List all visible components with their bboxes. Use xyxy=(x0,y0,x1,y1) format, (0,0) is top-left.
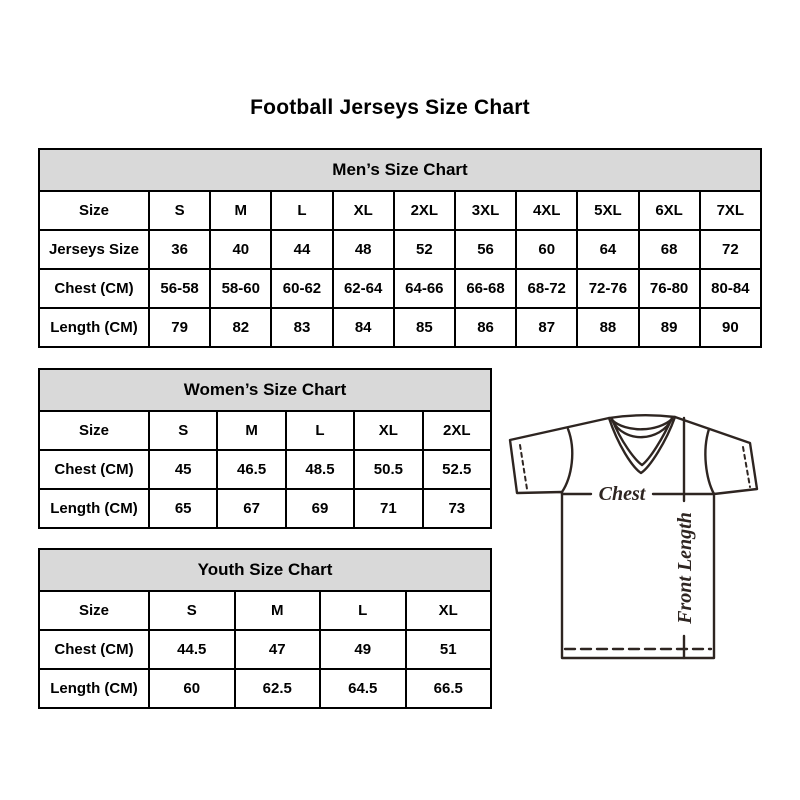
table-row xyxy=(39,411,491,450)
size-value-cell: 44 xyxy=(271,230,332,269)
size-value-cell: 69 xyxy=(286,489,354,528)
page-title: Football Jerseys Size Chart xyxy=(250,96,530,119)
size-value-cell: 48.5 xyxy=(286,450,354,489)
size-value-cell: M xyxy=(235,591,321,630)
size-value-cell: 89 xyxy=(639,308,700,347)
size-value-cell: 2XL xyxy=(394,191,455,230)
size-value-cell: XL xyxy=(354,411,422,450)
jersey-outline-shape xyxy=(510,415,757,658)
youth-table-title: Youth Size Chart xyxy=(39,549,491,591)
size-value-cell: 72 xyxy=(700,230,761,269)
size-value-cell: 44.5 xyxy=(149,630,235,669)
size-value-cell: 46.5 xyxy=(217,450,285,489)
size-value-cell: L xyxy=(320,591,406,630)
size-value-cell: 40 xyxy=(210,230,271,269)
table-row xyxy=(39,669,491,708)
size-value-cell: 62-64 xyxy=(333,269,394,308)
row-label: Size xyxy=(39,591,149,630)
size-value-cell: 60-62 xyxy=(271,269,332,308)
size-value-cell: 85 xyxy=(394,308,455,347)
size-value-cell: M xyxy=(217,411,285,450)
size-value-cell: 82 xyxy=(210,308,271,347)
size-value-cell: 45 xyxy=(149,450,217,489)
size-value-cell: 90 xyxy=(700,308,761,347)
size-value-cell: 4XL xyxy=(516,191,577,230)
size-value-cell: 51 xyxy=(406,630,492,669)
size-value-cell: 48 xyxy=(333,230,394,269)
size-value-cell: 56 xyxy=(455,230,516,269)
size-value-cell: 80-84 xyxy=(700,269,761,308)
size-value-cell: 58-60 xyxy=(210,269,271,308)
row-label: Size xyxy=(39,191,149,230)
table-row xyxy=(39,591,491,630)
size-value-cell: L xyxy=(286,411,354,450)
left-sleeve-dashed-line xyxy=(520,445,527,489)
size-value-cell: L xyxy=(271,191,332,230)
size-value-cell: S xyxy=(149,191,210,230)
women-table-header-row xyxy=(39,369,491,411)
size-value-cell: 67 xyxy=(217,489,285,528)
size-value-cell: 88 xyxy=(577,308,638,347)
size-value-cell: 79 xyxy=(149,308,210,347)
size-value-cell: 86 xyxy=(455,308,516,347)
table-row xyxy=(39,230,761,269)
size-value-cell: 6XL xyxy=(639,191,700,230)
size-value-cell: XL xyxy=(333,191,394,230)
row-label: Size xyxy=(39,411,149,450)
size-value-cell: 76-80 xyxy=(639,269,700,308)
size-value-cell: 84 xyxy=(333,308,394,347)
size-value-cell: 47 xyxy=(235,630,321,669)
table-row xyxy=(39,191,761,230)
size-value-cell: S xyxy=(149,411,217,450)
size-value-cell: 65 xyxy=(149,489,217,528)
men-table-title: Men’s Size Chart xyxy=(39,149,761,191)
row-label: Jerseys Size xyxy=(39,230,149,269)
row-label: Length (CM) xyxy=(39,489,149,528)
table-row xyxy=(39,269,761,308)
size-value-cell: 52 xyxy=(394,230,455,269)
size-value-cell: XL xyxy=(406,591,492,630)
size-value-cell: 71 xyxy=(354,489,422,528)
size-value-cell: 73 xyxy=(423,489,491,528)
youth-size-table xyxy=(38,548,492,709)
right-armhole-seam xyxy=(705,429,714,494)
size-value-cell: 52.5 xyxy=(423,450,491,489)
size-value-cell: 64-66 xyxy=(394,269,455,308)
row-label: Chest (CM) xyxy=(39,630,149,669)
left-armhole-seam xyxy=(562,429,572,492)
row-label: Length (CM) xyxy=(39,669,149,708)
table-row xyxy=(39,630,491,669)
table-row xyxy=(39,308,761,347)
size-value-cell: 50.5 xyxy=(354,450,422,489)
chest-label: Chest xyxy=(598,483,646,505)
womens-size-table xyxy=(38,368,492,529)
size-value-cell: 3XL xyxy=(455,191,516,230)
youth-table-header-row xyxy=(39,549,491,591)
row-label: Chest (CM) xyxy=(39,450,149,489)
size-value-cell: 36 xyxy=(149,230,210,269)
size-value-cell: 49 xyxy=(320,630,406,669)
size-value-cell: 2XL xyxy=(423,411,491,450)
size-value-cell: 66-68 xyxy=(455,269,516,308)
row-label: Length (CM) xyxy=(39,308,149,347)
size-value-cell: 5XL xyxy=(577,191,638,230)
size-value-cell: 60 xyxy=(149,669,235,708)
mens-size-table xyxy=(38,148,762,348)
size-value-cell: 87 xyxy=(516,308,577,347)
size-value-cell: 68-72 xyxy=(516,269,577,308)
size-value-cell: M xyxy=(210,191,271,230)
size-value-cell: 60 xyxy=(516,230,577,269)
collar-rib-line-1 xyxy=(612,419,672,429)
size-value-cell: 7XL xyxy=(700,191,761,230)
row-label: Chest (CM) xyxy=(39,269,149,308)
size-value-cell: 56-58 xyxy=(149,269,210,308)
women-table-title: Women’s Size Chart xyxy=(39,369,491,411)
size-value-cell: 62.5 xyxy=(235,669,321,708)
size-value-cell: 72-76 xyxy=(577,269,638,308)
men-table-header-row xyxy=(39,149,761,191)
table-row xyxy=(39,450,491,489)
right-sleeve-dashed-line xyxy=(743,447,750,487)
size-value-cell: 66.5 xyxy=(406,669,492,708)
size-value-cell: 68 xyxy=(639,230,700,269)
size-value-cell: 83 xyxy=(271,308,332,347)
jersey-illustration xyxy=(505,398,763,666)
size-value-cell: 64.5 xyxy=(320,669,406,708)
table-row xyxy=(39,489,491,528)
size-value-cell: 64 xyxy=(577,230,638,269)
jersey-measurement-diagram xyxy=(505,398,763,666)
size-value-cell: S xyxy=(149,591,235,630)
front-length-label: Front Length xyxy=(674,512,696,624)
